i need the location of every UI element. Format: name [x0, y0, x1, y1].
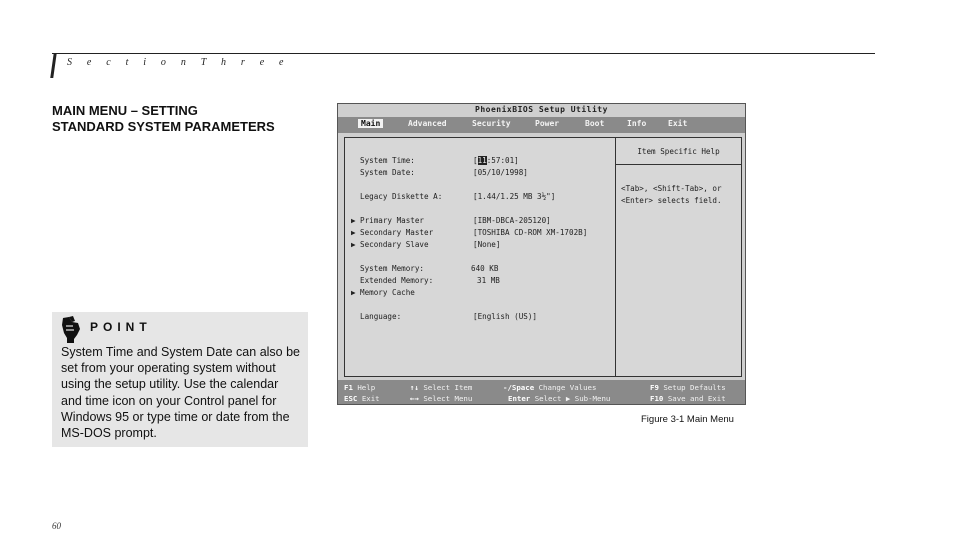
desc: Select Item: [423, 383, 473, 392]
field-label-system-time: System Time:: [360, 156, 415, 165]
page-number: 60: [52, 521, 61, 531]
footer-key-setup-defaults: [650, 383, 726, 392]
field-label-secondary-slave[interactable]: Secondary Slave: [360, 240, 429, 249]
help-line-2: <Enter> selects field.: [621, 196, 722, 205]
bios-menu-info[interactable]: Info: [627, 119, 647, 128]
header-rule-tick: [50, 53, 57, 78]
desc: Select Menu: [423, 394, 473, 403]
help-title: Item Specific Help: [637, 147, 720, 156]
key: F1: [344, 383, 353, 392]
submenu-arrow-icon: ▶: [351, 228, 356, 237]
footer-key-select-menu: [410, 394, 472, 403]
bios-menubar: [338, 117, 745, 133]
section-label: S e c t i o n T h r e e: [67, 57, 290, 68]
key: ESC: [344, 394, 358, 403]
field-label-secondary-master[interactable]: Secondary Master: [360, 228, 434, 237]
field-label-system-memory: System Memory:: [360, 264, 425, 273]
key: -/Space: [503, 383, 535, 392]
field-value-legacy-diskette[interactable]: [1.44/1.25 MB 3½"]: [473, 192, 556, 201]
point-text: System Time and System Date can also be set from your operating system without using the setup utility. Use the calendar and time icon on your Control panel for Windows 95 or type time or date from the MS-DOS prompt.: [61, 345, 300, 441]
desc: Change Values: [538, 383, 597, 392]
key: F10: [650, 394, 664, 403]
bios-menu-power[interactable]: Power: [535, 119, 560, 128]
field-value-primary-master: [IBM-DBCA-205120]: [473, 216, 551, 225]
footer-key-save-exit: [650, 394, 726, 403]
key: ↑↓: [410, 383, 419, 392]
footer-key-select-item: [410, 383, 472, 392]
edit-cursor: 11: [477, 156, 487, 165]
field-value-secondary-master: [TOSHIBA CD-ROM XM-1702B]: [473, 228, 588, 237]
bios-menu-security[interactable]: Security: [472, 119, 511, 128]
figure-caption: Figure 3-1 Main Menu: [641, 414, 734, 425]
heading-line-2: STANDARD SYSTEM PARAMETERS: [52, 119, 275, 134]
field-label-extended-memory: Extended Memory:: [360, 276, 434, 285]
footer-key-select-submenu: [508, 394, 610, 403]
desc: Setup Defaults: [663, 383, 726, 392]
field-label-system-date: System Date:: [360, 168, 415, 177]
value-rest: :57:01]: [486, 156, 519, 165]
submenu-arrow-icon: ▶: [351, 216, 356, 225]
header-rule: [52, 53, 875, 54]
desc: Exit: [361, 394, 380, 403]
field-value-system-time[interactable]: [473, 156, 519, 165]
field-label-legacy-diskette: Legacy Diskette A:: [360, 192, 443, 201]
bios-panel-divider: [615, 138, 616, 376]
desc: Save and Exit: [667, 394, 726, 403]
field-value-secondary-slave: [None]: [473, 240, 501, 249]
footer-key-help: [344, 383, 375, 392]
bios-menu-boot[interactable]: Boot: [585, 119, 605, 128]
pointing-hand-icon: [60, 316, 82, 344]
bios-menu-advanced[interactable]: Advanced: [408, 119, 447, 128]
field-label-language: Language:: [360, 312, 402, 321]
help-line-1: <Tab>, <Shift-Tab>, or: [621, 184, 722, 193]
field-value-extended-memory: 31 MB: [477, 276, 500, 285]
field-label-memory-cache[interactable]: Memory Cache: [360, 288, 415, 297]
desc: Select ▶ Sub-Menu: [534, 394, 611, 403]
bios-screenshot: [337, 103, 746, 405]
heading-line-1: MAIN MENU – SETTING: [52, 103, 198, 118]
key: ←→: [410, 394, 419, 403]
value-prefix: [: [473, 156, 478, 165]
desc: Help: [357, 383, 376, 392]
footer-key-change-values: [503, 383, 596, 392]
submenu-arrow-icon: ▶: [351, 240, 356, 249]
field-value-system-date[interactable]: [05/10/1998]: [473, 168, 528, 177]
key: F9: [650, 383, 659, 392]
footer-key-exit: [344, 394, 380, 403]
field-value-language[interactable]: [English (US)]: [473, 312, 538, 321]
field-label-primary-master[interactable]: Primary Master: [360, 216, 425, 225]
bios-key-footer: [338, 380, 745, 405]
bios-title: PhoenixBIOS Setup Utility: [475, 105, 608, 114]
page-heading: [52, 103, 275, 135]
field-value-system-memory: 640 KB: [471, 264, 499, 273]
point-title: POINT: [90, 320, 152, 334]
submenu-arrow-icon: ▶: [351, 288, 356, 297]
key: Enter: [508, 394, 531, 403]
bios-menu-exit[interactable]: Exit: [668, 119, 688, 128]
bios-menu-main[interactable]: Main: [358, 119, 383, 128]
help-header-rule: [615, 164, 742, 165]
point-note-box: [52, 312, 308, 447]
bios-main-panel: [344, 137, 742, 377]
